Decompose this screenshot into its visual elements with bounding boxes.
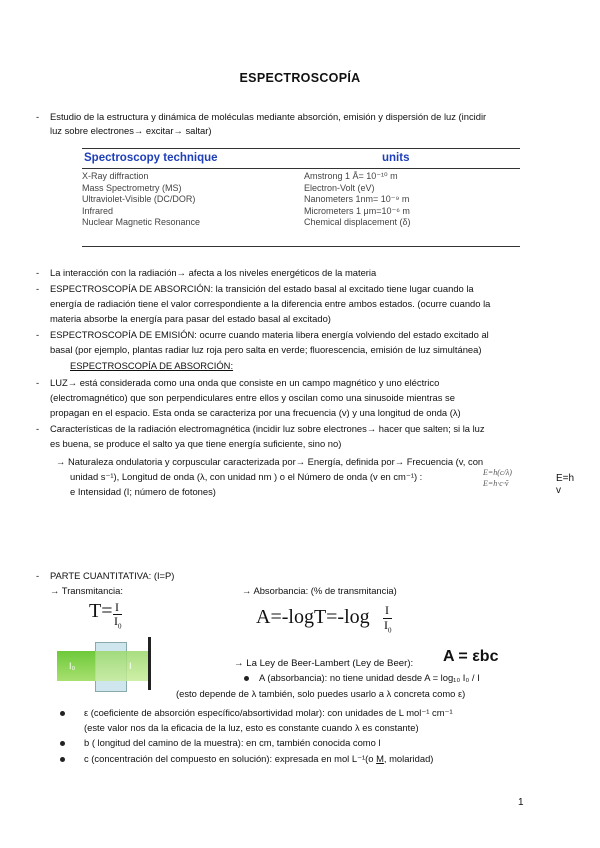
epsilon-note: (este valor nos da la eficacia de la luz, esto es constante cuando λ es constante) [84, 722, 419, 733]
characteristics-line-1: Características de la radiación electromagnética (incidir luz sobre electrones→ hacer que salten; si la luz [50, 423, 485, 434]
page-title: ESPECTROSCOPÍA [239, 71, 361, 85]
transmitted-light-beam [95, 651, 149, 681]
absorbance-equation: A=-logT=-log [256, 606, 370, 628]
light-line-1: LUZ→ está considerada como una onda que consiste en un campo magnético y uno eléctrico [50, 377, 440, 388]
table-header-units: units [382, 152, 410, 164]
energy-formula-wavenumber: E=h·c·ṽ [483, 479, 509, 488]
energy-eh-label: E=h [556, 473, 575, 484]
table-cell: Infrared [82, 205, 114, 216]
absorbance-denominator: $I_0$ [384, 618, 392, 635]
intro-line-2: luz sobre electrones→ excitar→ saltar) [50, 125, 212, 136]
energy-v-label: v [556, 485, 561, 496]
table-divider [82, 168, 520, 169]
absorbance-label: → Absorbancia: (% de transmitancia) [242, 585, 397, 596]
table-cell: Ultraviolet-Visible (DC/DOR) [82, 194, 196, 204]
list-dash: - [36, 111, 40, 122]
bullet-dot [244, 676, 249, 681]
table-cell: Nanometers 1nm= 10⁻⁹ m [304, 194, 410, 204]
list-dash: - [36, 329, 40, 340]
list-dash: - [36, 423, 40, 434]
emission-line-1: ESPECTROSCOPÍA DE EMISIÓN: ocurre cuando materia libera energía volviendo del estado excitado al [50, 329, 489, 340]
incident-intensity-label: I₀ [69, 661, 76, 671]
table-cell: Electron-Volt (eV) [304, 182, 375, 193]
table-cell: X-Ray diffraction [82, 171, 149, 181]
beer-lambert-label: → La Ley de Beer-Lambert (Ley de Beer): [234, 658, 414, 669]
intro-line-1: Estudio de la estructura y dinámica de moléculas mediante absorción, emisión y dispersión de luz (incidir [50, 111, 487, 122]
bullet-dot [60, 757, 65, 762]
light-line-2: (electromagnético) que son perpendiculares entre ellos y oscilan como una sinusoide mientras se [50, 392, 455, 403]
absorbance-definition: A (absorbancia): no tiene unidad desde A = log₁₀ I₀ / I [259, 672, 480, 683]
absorption-line-3: materia absorbe la energía para pasar del estado basal al excitado) [50, 313, 331, 324]
table-cell: Mass Spectrometry (MS) [82, 182, 182, 193]
light-line-3: propagan en el espacio. Esta onda se caracteriza por una frecuencia (v) y una longitud de onda (λ) [50, 407, 461, 418]
list-dash: - [36, 267, 40, 278]
quant-heading: PARTE CUANTITATIVA: (I=P) [50, 570, 175, 581]
epsilon-definition: ε (coeficiente de absorción específico/absortividad molar): con unidades de L mol⁻¹ cm⁻¹ [84, 707, 453, 718]
characteristics-line-2: es buena, se produce el salto ya que tiene energía suficiente, sino no) [50, 438, 342, 449]
absorption-line-1: ESPECTROSCOPÍA DE ABSORCIÓN: la transición del estado basal al excitado tiene lugar cuando la [50, 283, 474, 294]
absorbance-numerator: I [385, 603, 389, 617]
table-col-techniques [82, 171, 200, 229]
table-cell: Amstrong 1 Å= 10⁻¹⁰ m [304, 171, 398, 181]
absorption-line-2: energía de radiación tiene el valor correspondiente a la diferencia entre ambos estados. (ocurre cuando la [50, 298, 491, 309]
absorption-subheading: ESPECTROSCOPÍA DE ABSORCIÓN: [70, 360, 234, 371]
cuvette-illustration [57, 642, 151, 690]
nature-line-2: unidad s⁻¹), Longitud de onda (λ, con unidad nm ) o el Número de onda (v en cm⁻¹) : [70, 471, 423, 482]
energy-formula-wavelength: E=h(c/λ) [483, 468, 512, 477]
emission-line-2: basal (por ejemplo, plantas radiar luz roja pero salta en verde; fluorescencia, emisión de luz simultánea) [50, 344, 482, 355]
list-dash: - [36, 570, 40, 581]
table-cell: Chemical displacement (δ) [304, 217, 411, 227]
bullet-dot [60, 741, 65, 746]
table-cell: Nuclear Magnetic Resonance [82, 217, 201, 227]
table-col-units [304, 171, 411, 229]
table-cell: Micrometers 1 μm=10⁻⁶ m [304, 205, 410, 216]
transmittance-denominator: $I_0$ [114, 614, 122, 631]
nature-line-1: → Naturaleza ondulatoria y corpuscular caracterizada por→ Energía, definida por→ Frecuencia (v, con [56, 456, 484, 467]
list-dash: - [36, 377, 40, 388]
detector-plate [148, 637, 151, 690]
beer-lambert-equation: A = εbc [443, 648, 499, 665]
transmitted-intensity-label: I [129, 661, 132, 671]
nature-line-3: e Intensidad (I; número de fotones) [70, 486, 216, 497]
list-dash: - [36, 283, 40, 294]
transmittance-label: → Transmitancia: [50, 585, 123, 596]
incident-light-beam [57, 651, 95, 681]
page-number: 1 [518, 797, 524, 808]
bullet-dot [60, 711, 65, 716]
bullet-interaction: La interacción con la radiación→ afecta a los niveles energéticos de la materia [50, 267, 377, 278]
transmittance-numerator: I [115, 600, 119, 614]
concentration-definition: c (concentración del compuesto en solución): expresada en mol L⁻¹(o M, molaridad) [84, 753, 434, 764]
transmittance-equation: T= [89, 600, 113, 622]
absorbance-note: (esto depende de λ también, solo puedes usarlo a λ concreta como ε) [176, 688, 466, 699]
pathlength-definition: b ( longitud del camino de la muestra): en cm, también conocida como l [84, 737, 381, 748]
table-header-technique: Spectroscopy technique [84, 152, 218, 164]
spectroscopy-table [82, 148, 520, 247]
